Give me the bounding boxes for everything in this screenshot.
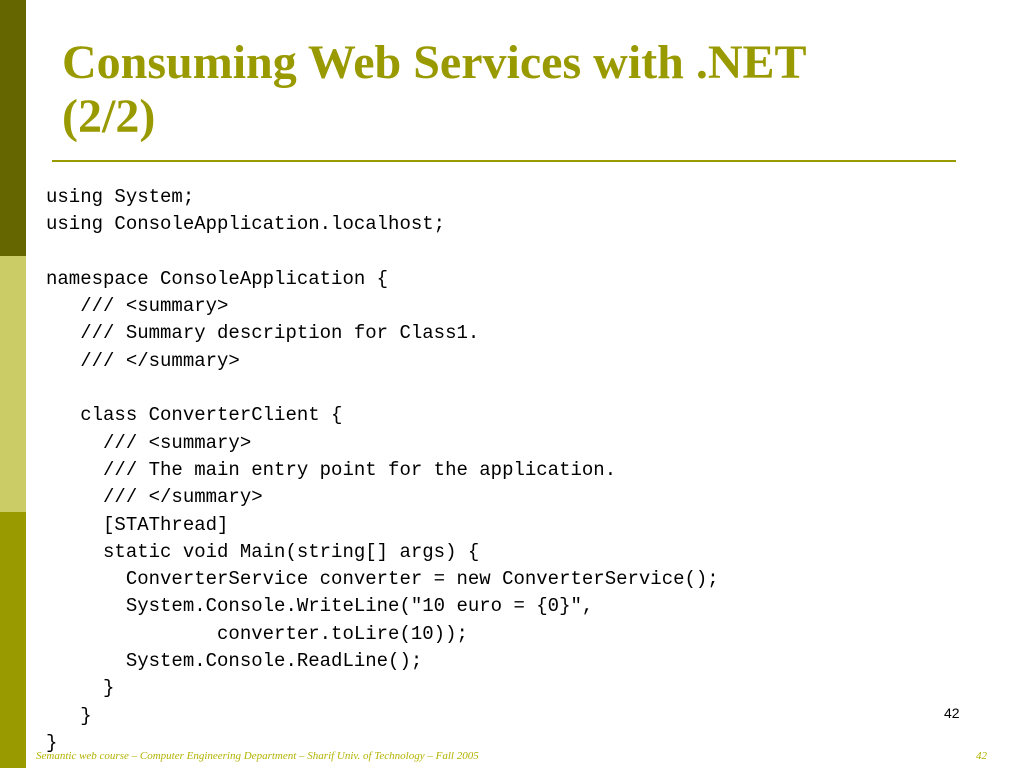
decor-bar-middle: [0, 256, 26, 512]
code-line: /// Summary description for Class1.: [46, 322, 480, 345]
code-line: static void Main(string[] args) {: [46, 540, 480, 563]
code-line: [STAThread]: [46, 513, 229, 536]
code-line: /// The main entry point for the application.: [46, 458, 617, 481]
code-line: }: [46, 731, 58, 754]
footer-text: Semantic web course – Computer Engineering Department – Sharif Univ. of Technology – Fall 2005: [36, 750, 479, 762]
slide-title: [62, 36, 962, 144]
code-line: using ConsoleApplication.localhost;: [46, 213, 446, 236]
code-line: }: [46, 677, 115, 700]
code-line: /// <summary>: [46, 431, 252, 454]
code-line: namespace ConsoleApplication {: [46, 267, 389, 290]
decor-bar-bottom: [0, 512, 26, 768]
decor-bar-top: [0, 0, 26, 256]
slide-title-line1: Consuming Web Services with .NET: [62, 36, 807, 89]
footer-page-number: 42: [976, 750, 987, 762]
code-line: }: [46, 704, 92, 727]
code-line: converter.toLire(10));: [46, 622, 468, 645]
code-line: /// </summary>: [46, 486, 263, 509]
code-line: [46, 375, 719, 402]
slide-title-line2: (2/2): [62, 90, 156, 143]
code-line: ConverterService converter = new ConverterService();: [46, 568, 719, 591]
code-block: [46, 184, 719, 757]
code-line: /// <summary>: [46, 295, 229, 318]
code-line: /// </summary>: [46, 349, 240, 372]
title-divider: [52, 160, 956, 162]
code-line: [46, 239, 719, 266]
slide-number: 42: [944, 705, 960, 721]
code-line: class ConverterClient {: [46, 404, 343, 427]
code-line: System.Console.ReadLine();: [46, 650, 423, 673]
code-line: using System;: [46, 186, 195, 208]
code-line: System.Console.WriteLine("10 euro = {0}",: [46, 595, 594, 618]
